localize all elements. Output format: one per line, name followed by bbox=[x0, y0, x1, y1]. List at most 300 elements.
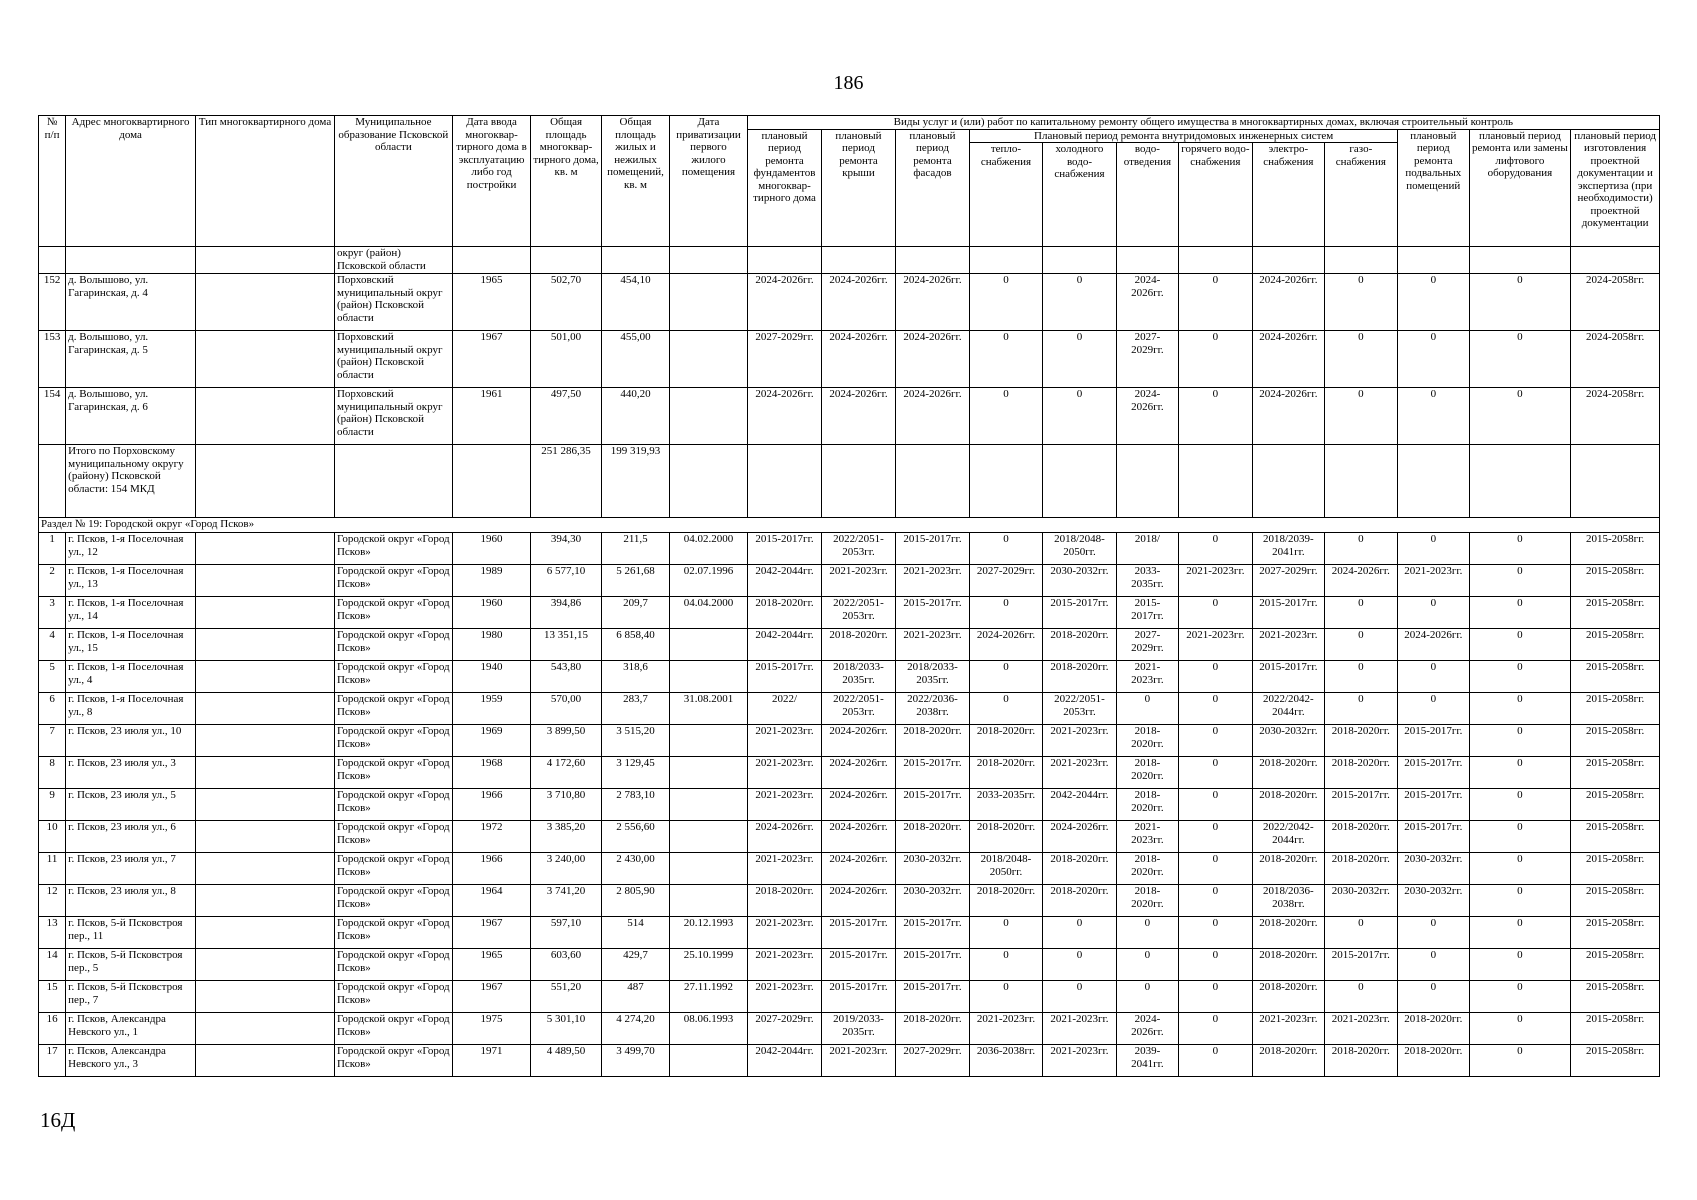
cell-electric: 2021-2023гг. bbox=[1253, 629, 1324, 661]
cell-year: 1940 bbox=[452, 661, 531, 693]
table-row bbox=[39, 565, 1660, 597]
cell-foundation: 2022/ bbox=[747, 693, 822, 725]
cell-privatization: 25.10.1999 bbox=[670, 949, 748, 981]
cell-facade: 2024-2026гг. bbox=[895, 274, 970, 331]
cell-year: 1975 bbox=[452, 1013, 531, 1045]
cell-hot-water: 0 bbox=[1178, 757, 1253, 789]
cell-electric: 2018-2020гг. bbox=[1253, 981, 1324, 1013]
cell-hot-water: 0 bbox=[1178, 821, 1253, 853]
cell-design: 2015-2058гг. bbox=[1571, 533, 1660, 565]
total-row bbox=[39, 445, 1660, 518]
cell-year: 1961 bbox=[452, 388, 531, 445]
table-row bbox=[39, 885, 1660, 917]
cell-electric: 2018-2020гг. bbox=[1253, 949, 1324, 981]
cell-facade: 2015-2017гг. bbox=[895, 981, 970, 1013]
header-residential-area: Общая площадь жилых и нежилых помещений, кв. м bbox=[601, 116, 669, 247]
table-row bbox=[39, 789, 1660, 821]
cell-total-area: 4 489,50 bbox=[531, 1045, 601, 1077]
cell-heat: 0 bbox=[970, 981, 1042, 1013]
cell-municipality: Порховский муниципальный округ (район) Псковской области bbox=[334, 274, 452, 331]
cell-type bbox=[196, 789, 335, 821]
cell-privatization bbox=[670, 629, 748, 661]
cell-elevator: 0 bbox=[1469, 1013, 1571, 1045]
cell bbox=[822, 445, 895, 518]
cell-drainage: 2018/ bbox=[1117, 533, 1178, 565]
cell-foundation: 2027-2029гг. bbox=[747, 1013, 822, 1045]
cell-privatization: 02.07.1996 bbox=[670, 565, 748, 597]
cell-foundation: 2015-2017гг. bbox=[747, 661, 822, 693]
footer-code: 16Д bbox=[40, 1108, 76, 1132]
cell-elevator: 0 bbox=[1469, 725, 1571, 757]
cell-elevator: 0 bbox=[1469, 917, 1571, 949]
cell-design: 2015-2058гг. bbox=[1571, 597, 1660, 629]
cell-cold-water: 2042-2044гг. bbox=[1042, 789, 1117, 821]
header-cold-water: холодного водо-снабжения bbox=[1042, 143, 1117, 247]
cell-foundation: 2015-2017гг. bbox=[747, 533, 822, 565]
cell-roof: 2015-2017гг. bbox=[822, 981, 895, 1013]
cell-foundation: 2021-2023гг. bbox=[747, 853, 822, 885]
cell-num: 153 bbox=[39, 331, 66, 388]
cell-roof: 2022/2051-2053гг. bbox=[822, 693, 895, 725]
cell-basement: 2030-2032гг. bbox=[1398, 853, 1469, 885]
cell-gas: 0 bbox=[1324, 331, 1397, 388]
cell-address: г. Псков, 1-я Поселочная ул., 12 bbox=[66, 533, 196, 565]
cell-privatization bbox=[670, 757, 748, 789]
table-row bbox=[39, 757, 1660, 789]
cell-heat: 2018-2020гг. bbox=[970, 757, 1042, 789]
cell-municipality: Городской округ «Город Псков» bbox=[334, 757, 452, 789]
cell-heat: 0 bbox=[970, 331, 1042, 388]
cell-year: 1964 bbox=[452, 885, 531, 917]
cell-foundation: 2021-2023гг. bbox=[747, 949, 822, 981]
cell-hot-water: 0 bbox=[1178, 597, 1253, 629]
cell-municipality: Городской округ «Город Псков» bbox=[334, 1013, 452, 1045]
cell-address: г. Псков, 1-я Поселочная ул., 15 bbox=[66, 629, 196, 661]
header-gas: газо-снабжения bbox=[1324, 143, 1397, 247]
cell-basement: 0 bbox=[1398, 917, 1469, 949]
cell bbox=[39, 247, 66, 274]
cell-gas: 2018-2020гг. bbox=[1324, 757, 1397, 789]
cell-cold-water: 2015-2017гг. bbox=[1042, 597, 1117, 629]
cell-electric: 2022/2042-2044гг. bbox=[1253, 693, 1324, 725]
cell-roof: 2024-2026гг. bbox=[822, 885, 895, 917]
table-row bbox=[39, 821, 1660, 853]
cell-num: 13 bbox=[39, 917, 66, 949]
header-municipality: Муниципальное образование Псковской области bbox=[334, 116, 452, 247]
cell-basement: 0 bbox=[1398, 331, 1469, 388]
cell-type bbox=[196, 629, 335, 661]
cell-drainage: 2015-2017гг. bbox=[1117, 597, 1178, 629]
cell-privatization bbox=[670, 274, 748, 331]
cell-basement: 2018-2020гг. bbox=[1398, 1013, 1469, 1045]
cell-drainage: 2021-2023гг. bbox=[1117, 821, 1178, 853]
cell-num: 154 bbox=[39, 388, 66, 445]
cell-total-area: 394,86 bbox=[531, 597, 601, 629]
cell-gas: 0 bbox=[1324, 274, 1397, 331]
cell-municipality: Городской округ «Город Псков» bbox=[334, 565, 452, 597]
cell bbox=[66, 247, 196, 274]
cell bbox=[1571, 445, 1660, 518]
cell-gas: 0 bbox=[1324, 661, 1397, 693]
cell-foundation: 2021-2023гг. bbox=[747, 757, 822, 789]
cell-facade: 2018-2020гг. bbox=[895, 725, 970, 757]
cell-drainage: 2018-2020гг. bbox=[1117, 725, 1178, 757]
cell-gas: 2018-2020гг. bbox=[1324, 725, 1397, 757]
table-row bbox=[39, 949, 1660, 981]
cell-roof: 2024-2026гг. bbox=[822, 789, 895, 821]
cell-drainage: 2018-2020гг. bbox=[1117, 853, 1178, 885]
cell-roof: 2021-2023гг. bbox=[822, 565, 895, 597]
cell-municipality: Городской округ «Город Псков» bbox=[334, 597, 452, 629]
header-type: Тип многоквартирного дома bbox=[196, 116, 335, 247]
cell bbox=[822, 247, 895, 274]
cell-residential-area: 211,5 bbox=[601, 533, 669, 565]
cell bbox=[1398, 247, 1469, 274]
cell-privatization bbox=[670, 331, 748, 388]
cell-municipality: Городской округ «Город Псков» bbox=[334, 1045, 452, 1077]
cell-privatization: 31.08.2001 bbox=[670, 693, 748, 725]
cell-drainage: 0 bbox=[1117, 981, 1178, 1013]
cell-year: 1969 bbox=[452, 725, 531, 757]
cell-privatization bbox=[670, 885, 748, 917]
cell-municipality: Городской округ «Город Псков» bbox=[334, 533, 452, 565]
cell-facade: 2015-2017гг. bbox=[895, 789, 970, 821]
cell-type bbox=[196, 917, 335, 949]
cell bbox=[601, 247, 669, 274]
cell-residential-area: 487 bbox=[601, 981, 669, 1013]
cell-address: г. Псков, Александра Невского ул., 1 bbox=[66, 1013, 196, 1045]
header-engineering-group: Плановый период ремонта внутридомовых инженерных систем bbox=[970, 129, 1398, 143]
cell-municipality: Городской округ «Город Псков» bbox=[334, 693, 452, 725]
cell-design: 2015-2058гг. bbox=[1571, 1045, 1660, 1077]
cell-drainage: 0 bbox=[1117, 949, 1178, 981]
cell-electric: 2018/2039-2041гг. bbox=[1253, 533, 1324, 565]
cell-residential-area: 6 858,40 bbox=[601, 629, 669, 661]
cell-basement: 2015-2017гг. bbox=[1398, 821, 1469, 853]
cell-heat: 2018/2048-2050гг. bbox=[970, 853, 1042, 885]
cell-cold-water: 2018/2048-2050гг. bbox=[1042, 533, 1117, 565]
cell-cold-water: 0 bbox=[1042, 388, 1117, 445]
header-facade: плановый период ремонта фасадов bbox=[895, 129, 970, 247]
cell-residential-area: 2 430,00 bbox=[601, 853, 669, 885]
cell bbox=[1178, 445, 1253, 518]
cell-num: 152 bbox=[39, 274, 66, 331]
cell-elevator: 0 bbox=[1469, 821, 1571, 853]
cell-drainage: 2018-2020гг. bbox=[1117, 789, 1178, 821]
header-address: Адрес многоквартирного дома bbox=[66, 116, 196, 247]
cell bbox=[1042, 445, 1117, 518]
cell-residential-area: 4 274,20 bbox=[601, 1013, 669, 1045]
cell-drainage: 0 bbox=[1117, 917, 1178, 949]
table-row bbox=[39, 853, 1660, 885]
cell-elevator: 0 bbox=[1469, 274, 1571, 331]
cell-num: 1 bbox=[39, 533, 66, 565]
cell-hot-water: 0 bbox=[1178, 661, 1253, 693]
cell-num: 6 bbox=[39, 693, 66, 725]
cell-design: 2015-2058гг. bbox=[1571, 725, 1660, 757]
header-hot-water: горячего водо-снабжения bbox=[1178, 143, 1253, 247]
header-total-area: Общая площадь многоквар-тирного дома, кв. м bbox=[531, 116, 601, 247]
cell-type bbox=[196, 693, 335, 725]
cell-type bbox=[196, 533, 335, 565]
cell-privatization bbox=[670, 661, 748, 693]
cell-residential-area: 318,6 bbox=[601, 661, 669, 693]
cell-hot-water: 0 bbox=[1178, 789, 1253, 821]
header-commission-date: Дата ввода многоквар-тирного дома в эксплуатацию либо год постройки bbox=[452, 116, 531, 247]
cell bbox=[747, 445, 822, 518]
cell-residential-area: 514 bbox=[601, 917, 669, 949]
cell-address: г. Псков, 23 июля ул., 10 bbox=[66, 725, 196, 757]
cell-type bbox=[196, 661, 335, 693]
cell-year: 1989 bbox=[452, 565, 531, 597]
cell-total-area: 3 899,50 bbox=[531, 725, 601, 757]
cell-basement: 2030-2032гг. bbox=[1398, 885, 1469, 917]
cell-year: 1966 bbox=[452, 853, 531, 885]
cell-heat: 2018-2020гг. bbox=[970, 821, 1042, 853]
cell-heat: 2018-2020гг. bbox=[970, 725, 1042, 757]
cell-residential-area: 283,7 bbox=[601, 693, 669, 725]
cell-elevator: 0 bbox=[1469, 885, 1571, 917]
header-heat: тепло-снабжения bbox=[970, 143, 1042, 247]
cell-elevator: 0 bbox=[1469, 1045, 1571, 1077]
cell-year: 1959 bbox=[452, 693, 531, 725]
cell-gas: 2018-2020гг. bbox=[1324, 821, 1397, 853]
cell-basement: 2021-2023гг. bbox=[1398, 565, 1469, 597]
cell-residential-area: 3 515,20 bbox=[601, 725, 669, 757]
cell-elevator: 0 bbox=[1469, 949, 1571, 981]
cell-roof: 2015-2017гг. bbox=[822, 917, 895, 949]
cell-address: г. Псков, 23 июля ул., 6 bbox=[66, 821, 196, 853]
cell-heat: 2033-2035гг. bbox=[970, 789, 1042, 821]
cell-residential-area: 454,10 bbox=[601, 274, 669, 331]
cell-drainage: 2018-2020гг. bbox=[1117, 757, 1178, 789]
cell-residential-area: 429,7 bbox=[601, 949, 669, 981]
cell-hot-water: 0 bbox=[1178, 388, 1253, 445]
header-services-group: Виды услуг и (или) работ по капитальному ремонту общего имущества в многоквартирных домах, включая строительный контроль bbox=[747, 116, 1659, 130]
cell-drainage: 2027-2029гг. bbox=[1117, 629, 1178, 661]
cell-design: 2024-2058гг. bbox=[1571, 274, 1660, 331]
header-electric: электро-снабжения bbox=[1253, 143, 1324, 247]
cell-roof: 2024-2026гг. bbox=[822, 757, 895, 789]
total-label: Итого по Порховскому муниципальному округу (району) Псковской области: 154 МКД bbox=[66, 445, 196, 518]
cell-year: 1966 bbox=[452, 789, 531, 821]
cell-municipality: Городской округ «Город Псков» bbox=[334, 949, 452, 981]
cell-basement: 0 bbox=[1398, 597, 1469, 629]
cell-drainage: 2039-2041гг. bbox=[1117, 1045, 1178, 1077]
cell-type bbox=[196, 885, 335, 917]
cell-foundation: 2018-2020гг. bbox=[747, 597, 822, 629]
cell-roof: 2024-2026гг. bbox=[822, 821, 895, 853]
cell-electric: 2022/2042-2044гг. bbox=[1253, 821, 1324, 853]
cell-electric: 2024-2026гг. bbox=[1253, 388, 1324, 445]
cell-elevator: 0 bbox=[1469, 789, 1571, 821]
cell-address: г. Псков, 1-я Поселочная ул., 14 bbox=[66, 597, 196, 629]
cell bbox=[670, 247, 748, 274]
cell-foundation: 2027-2029гг. bbox=[747, 331, 822, 388]
cell-basement: 0 bbox=[1398, 981, 1469, 1013]
table-row bbox=[39, 981, 1660, 1013]
cell-gas: 0 bbox=[1324, 629, 1397, 661]
cell-total-area: 597,10 bbox=[531, 917, 601, 949]
cell-roof: 2018/2033-2035гг. bbox=[822, 661, 895, 693]
cell-design: 2015-2058гг. bbox=[1571, 693, 1660, 725]
cell-hot-water: 2021-2023гг. bbox=[1178, 565, 1253, 597]
cell-foundation: 2024-2026гг. bbox=[747, 821, 822, 853]
cell bbox=[970, 445, 1042, 518]
cell-cold-water: 0 bbox=[1042, 274, 1117, 331]
cell-num: 14 bbox=[39, 949, 66, 981]
cell-municipality: Порховский муниципальный округ (район) Псковской области bbox=[334, 331, 452, 388]
cell-hot-water: 0 bbox=[1178, 1013, 1253, 1045]
header-num: № п/п bbox=[39, 116, 66, 247]
cell-gas: 0 bbox=[1324, 917, 1397, 949]
cell-cold-water: 2018-2020гг. bbox=[1042, 885, 1117, 917]
cell-address: д. Волышово, ул. Гагаринская, д. 6 bbox=[66, 388, 196, 445]
cell-design: 2015-2058гг. bbox=[1571, 853, 1660, 885]
cell bbox=[1324, 445, 1397, 518]
cell bbox=[970, 247, 1042, 274]
cell-residential-area: 2 556,60 bbox=[601, 821, 669, 853]
cell-design: 2015-2058гг. bbox=[1571, 661, 1660, 693]
cell-total-area: 3 240,00 bbox=[531, 853, 601, 885]
cell-facade: 2030-2032гг. bbox=[895, 885, 970, 917]
cell-electric: 2018-2020гг. bbox=[1253, 917, 1324, 949]
cell-address: г. Псков, 23 июля ул., 5 bbox=[66, 789, 196, 821]
cell-total-area: 6 577,10 bbox=[531, 565, 601, 597]
cell-foundation: 2042-2044гг. bbox=[747, 629, 822, 661]
cell-electric: 2018-2020гг. bbox=[1253, 789, 1324, 821]
cell-gas: 0 bbox=[1324, 597, 1397, 629]
cell-type bbox=[196, 388, 335, 445]
cell-address: г. Псков, 1-я Поселочная ул., 4 bbox=[66, 661, 196, 693]
cell-privatization bbox=[670, 789, 748, 821]
cell-address: г. Псков, Александра Невского ул., 3 bbox=[66, 1045, 196, 1077]
cell-facade: 2021-2023гг. bbox=[895, 629, 970, 661]
table-row bbox=[39, 1045, 1660, 1077]
header-row-1 bbox=[39, 116, 1660, 130]
continuation-row bbox=[39, 247, 1660, 274]
cell-gas: 2018-2020гг. bbox=[1324, 853, 1397, 885]
cell-heat: 2018-2020гг. bbox=[970, 885, 1042, 917]
cell-basement: 0 bbox=[1398, 533, 1469, 565]
cell-basement: 2024-2026гг. bbox=[1398, 629, 1469, 661]
cell-address: д. Волышово, ул. Гагаринская, д. 5 bbox=[66, 331, 196, 388]
cell-design: 2015-2058гг. bbox=[1571, 949, 1660, 981]
cell-basement: 0 bbox=[1398, 388, 1469, 445]
cell-total-area: 3 710,80 bbox=[531, 789, 601, 821]
cell-gas: 2018-2020гг. bbox=[1324, 1045, 1397, 1077]
cell-foundation: 2042-2044гг. bbox=[747, 565, 822, 597]
cell-roof: 2018-2020гг. bbox=[822, 629, 895, 661]
table-row bbox=[39, 661, 1660, 693]
cell-elevator: 0 bbox=[1469, 388, 1571, 445]
cell-gas: 2021-2023гг. bbox=[1324, 1013, 1397, 1045]
capital-repair-table bbox=[38, 115, 1660, 1077]
cell-facade: 2015-2017гг. bbox=[895, 917, 970, 949]
cell bbox=[196, 445, 335, 518]
cell-heat: 0 bbox=[970, 388, 1042, 445]
cell-cold-water: 2024-2026гг. bbox=[1042, 821, 1117, 853]
cell-municipality: Городской округ «Город Псков» bbox=[334, 789, 452, 821]
cell-type bbox=[196, 1013, 335, 1045]
cell-heat: 2024-2026гг. bbox=[970, 629, 1042, 661]
cell-design: 2015-2058гг. bbox=[1571, 917, 1660, 949]
cell-design: 2015-2058гг. bbox=[1571, 789, 1660, 821]
cell-elevator: 0 bbox=[1469, 757, 1571, 789]
cell-hot-water: 0 bbox=[1178, 885, 1253, 917]
cell-design: 2015-2058гг. bbox=[1571, 757, 1660, 789]
cell-year: 1960 bbox=[452, 533, 531, 565]
cell-residential-area: 2 783,10 bbox=[601, 789, 669, 821]
cell-municipality: Городской округ «Город Псков» bbox=[334, 629, 452, 661]
cell-total-area: 497,50 bbox=[531, 388, 601, 445]
cell-basement: 0 bbox=[1398, 661, 1469, 693]
cell-num: 11 bbox=[39, 853, 66, 885]
cell-type bbox=[196, 949, 335, 981]
cell-municipality: Городской округ «Город Псков» bbox=[334, 853, 452, 885]
header-foundation: плановый период ремонта фундаментов многоквар-тирного дома bbox=[747, 129, 822, 247]
cell-municipality: Городской округ «Город Псков» bbox=[334, 885, 452, 917]
cell-address: г. Псков, 5-й Псковстроя пер., 5 bbox=[66, 949, 196, 981]
cell-drainage: 2027-2029гг. bbox=[1117, 331, 1178, 388]
cell-municipality: Городской округ «Город Псков» bbox=[334, 725, 452, 757]
cell-heat: 0 bbox=[970, 917, 1042, 949]
cell-privatization: 08.06.1993 bbox=[670, 1013, 748, 1045]
cell-basement: 2018-2020гг. bbox=[1398, 1045, 1469, 1077]
cell-electric: 2015-2017гг. bbox=[1253, 597, 1324, 629]
cell-electric: 2018/2036-2038гг. bbox=[1253, 885, 1324, 917]
cell-total-area: 3 385,20 bbox=[531, 821, 601, 853]
table-row bbox=[39, 1013, 1660, 1045]
cell-cold-water: 0 bbox=[1042, 981, 1117, 1013]
cell-roof: 2022/2051-2053гг. bbox=[822, 597, 895, 629]
cell-gas: 2030-2032гг. bbox=[1324, 885, 1397, 917]
cell-total-area: 13 351,15 bbox=[531, 629, 601, 661]
cell-facade: 2015-2017гг. bbox=[895, 533, 970, 565]
table-row bbox=[39, 388, 1660, 445]
cell-roof: 2015-2017гг. bbox=[822, 949, 895, 981]
cell-type bbox=[196, 597, 335, 629]
cell-facade: 2027-2029гг. bbox=[895, 1045, 970, 1077]
table-row bbox=[39, 533, 1660, 565]
cell-num: 2 bbox=[39, 565, 66, 597]
cell bbox=[1117, 247, 1178, 274]
cell-num: 9 bbox=[39, 789, 66, 821]
cell-cold-water: 0 bbox=[1042, 917, 1117, 949]
cell-hot-water: 0 bbox=[1178, 981, 1253, 1013]
cell-residential-area: 3 129,45 bbox=[601, 757, 669, 789]
cell bbox=[1469, 247, 1571, 274]
table-row bbox=[39, 629, 1660, 661]
cell-year: 1967 bbox=[452, 917, 531, 949]
cell-hot-water: 0 bbox=[1178, 533, 1253, 565]
cell-electric: 2021-2023гг. bbox=[1253, 1013, 1324, 1045]
cell-num: 10 bbox=[39, 821, 66, 853]
cell-residential-area: 5 261,68 bbox=[601, 565, 669, 597]
cell-hot-water: 0 bbox=[1178, 949, 1253, 981]
cell-residential-area: 209,7 bbox=[601, 597, 669, 629]
cell-type bbox=[196, 821, 335, 853]
cell-drainage: 0 bbox=[1117, 693, 1178, 725]
cell-electric: 2027-2029гг. bbox=[1253, 565, 1324, 597]
cell-cold-water: 0 bbox=[1042, 949, 1117, 981]
cell-privatization bbox=[670, 821, 748, 853]
cell-electric: 2030-2032гг. bbox=[1253, 725, 1324, 757]
cell-address: г. Псков, 1-я Поселочная ул., 13 bbox=[66, 565, 196, 597]
cell-num: 5 bbox=[39, 661, 66, 693]
cell-electric: 2018-2020гг. bbox=[1253, 853, 1324, 885]
cell-total-area: 603,60 bbox=[531, 949, 601, 981]
